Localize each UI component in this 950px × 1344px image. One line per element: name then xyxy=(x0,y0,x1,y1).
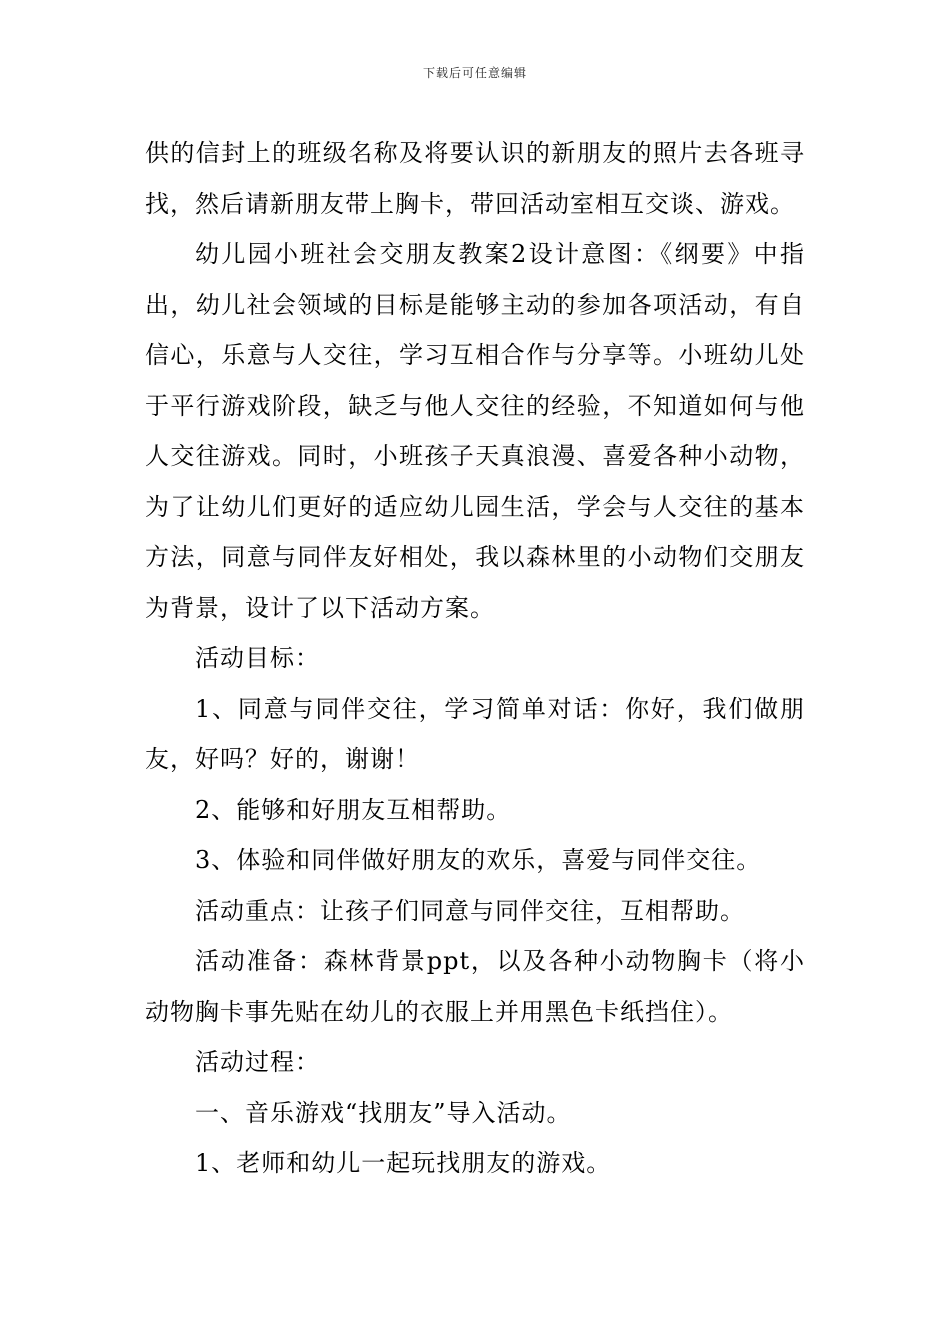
paragraph-process-substep-1: 1、老师和幼儿一起玩找朋友的游戏。 xyxy=(195,1149,612,1177)
paragraph-activity-goals-heading: 活动目标： xyxy=(195,644,320,672)
paragraph-continuation: 供的信封上的班级名称及将要认识的新朋友的照片去各班寻找，然后请新朋友带上胸卡，带回活动室相互交谈、游戏。 xyxy=(145,139,805,218)
paragraph-goal-1: 1、同意与同伴交往，学习简单对话：你好，我们做朋友，好吗？好的，谢谢！ xyxy=(145,694,805,773)
paragraph-goal-3: 3、体验和同伴做好朋友的欢乐，喜爱与同伴交往。 xyxy=(195,846,762,874)
paragraph-activity-focus: 活动重点：让孩子们同意与同伴交往，互相帮助。 xyxy=(195,896,745,925)
page-header-note: 下载后可任意编辑 xyxy=(422,66,527,80)
document-body xyxy=(145,128,805,1189)
paragraph-goal-2: 2、能够和好朋友互相帮助。 xyxy=(195,795,512,824)
paragraph-activity-process-heading: 活动过程： xyxy=(195,1048,320,1076)
paragraph-activity-preparation: 活动准备：森林背景ppt，以及各种小动物胸卡（将小动物胸卡事先贴在幼儿的衣服上并用黑色卡纸挡住）。 xyxy=(145,947,805,1026)
paragraph-process-step-1: 一、音乐游戏“找朋友”导入活动。 xyxy=(195,1098,572,1127)
paragraph-design-intent: 幼儿园小班社会交朋友教案2设计意图：《纲要》中指出，幼儿社会领域的目标是能够主动的参加各项活动，有自信心，乐意与人交往，学习互相合作与分享等。小班幼儿处于平行游戏阶段，缺乏与他人交往的经验，不知道如何与他人交往游戏。同时，小班孩子天真浪漫、喜爱各种小动物，为了让幼儿们更好的适应幼儿园生活，学会与人交往的基本方法，同意与同伴友好相处，我以森林里的小动物们交朋友为背景，设计了以下活动方案。 xyxy=(145,240,805,622)
